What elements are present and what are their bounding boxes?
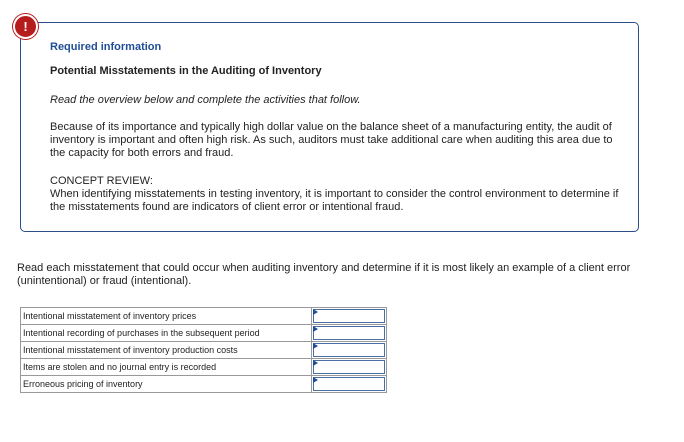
dropdown-arrow-icon[interactable] [313,377,318,383]
misstatement-label: Items are stolen and no journal entry is recorded [21,359,312,376]
required-information-heading: Required information [50,41,162,53]
topic-title: Potential Misstatements in the Auditing of Inventory [50,65,322,77]
answer-cell [312,376,387,393]
dropdown-arrow-icon[interactable] [313,343,318,349]
table-row [21,308,387,325]
concept-review-paragraph: When identifying misstatements in testing inventory, it is important to consider the control environment to determine if the misstatements found are indicators of client error or intentional fraud. [50,188,619,213]
table-row [21,359,387,376]
misstatement-table [20,307,387,393]
dropdown-arrow-icon[interactable] [313,360,318,366]
dropdown-arrow-icon[interactable] [313,326,318,332]
answer-cell [312,308,387,325]
exclamation-icon: ! [13,14,38,39]
table-row [21,342,387,359]
misstatement-label: Intentional misstatement of inventory prices [21,308,312,325]
table-row [21,376,387,393]
misstatement-label: Intentional recording of purchases in the subsequent period [21,325,312,342]
answer-dropdown[interactable] [313,326,385,340]
dropdown-arrow-icon[interactable] [313,309,318,315]
answer-cell [312,359,387,376]
question-instructions: Read each misstatement that could occur when auditing inventory and determine if it is most likely an example of a client error (unintentional) or fraud (intentional). [17,262,631,287]
misstatement-label: Erroneous pricing of inventory [21,376,312,393]
answer-dropdown[interactable] [313,360,385,374]
answer-cell [312,325,387,342]
concept-review-label: CONCEPT REVIEW: [50,175,153,187]
misstatement-label: Intentional misstatement of inventory production costs [21,342,312,359]
answer-cell [312,342,387,359]
answer-dropdown[interactable] [313,343,385,357]
overview-instruction: Read the overview below and complete the activities that follow. [50,94,361,106]
overview-paragraph: Because of its importance and typically high dollar value on the balance sheet of a manufacturing entity, the audit of inventory is important and often high risk. As such, auditors must take additional care when auditing this area due to the capacity for both errors and fraud. [50,121,613,159]
table-row [21,325,387,342]
answer-dropdown[interactable] [313,309,385,323]
answer-dropdown[interactable] [313,377,385,391]
